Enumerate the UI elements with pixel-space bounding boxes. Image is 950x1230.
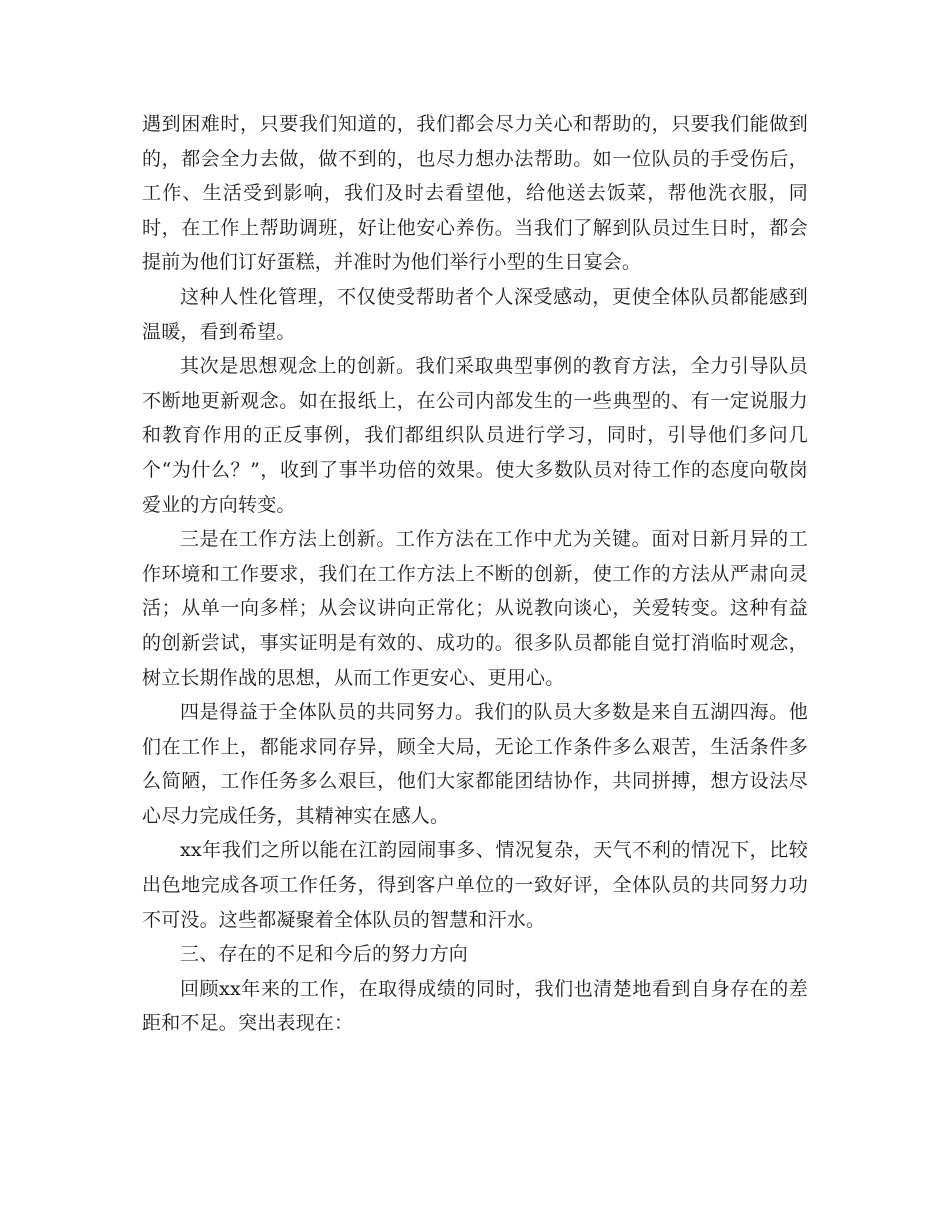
document-body	[142, 107, 808, 1041]
paragraph-care-for-members: 遇到困难时，只要我们知道的，我们都会尽力关心和帮助的，只要我们能做到的，都会全力去做，做不到的，也尽力想办法帮助。如一位队员的手受伤后，工作、生活受到影响，我们及时去看望他，给他送去饭菜，帮他洗衣服，同时，在工作上帮助调班，好让他安心养伤。当我们了解到队员过生日时，都会提前为他们订好蛋糕，并准时为他们举行小型的生日宴会。	[142, 113, 808, 274]
paragraph-team-effort: 四是得益于全体队员的共同努力。我们的队员大多数是来自五湖四海。他们在工作上，都能求同存异，顾全大局，无论工作条件多么艰苦，生活条件多么简陋，工作任务多么艰巨，他们大家都能团结协作，共同拼搏，想方设法尽心尽力完成任务，其精神实在感人。	[142, 701, 808, 827]
paragraph-year-summary: xx年我们之所以能在江韵园闹事多、情况复杂，天气不利的情况下，比较出色地完成各项工作任务，得到客户单位的一致好评，全体队员的共同努力功不可没。这些都凝聚着全体队员的智慧和汗水。	[142, 839, 808, 931]
paragraph-review: 回顾xx年来的工作，在取得成绩的同时，我们也清楚地看到自身存在的差距和不足。突出表现在：	[142, 977, 808, 1035]
paragraph-humane-management: 这种人性化管理，不仅使受帮助者个人深受感动，更使全体队员都能感到温暖，看到希望。	[142, 285, 808, 343]
paragraph-method-innovation: 三是在工作方法上创新。工作方法在工作中尤为关键。面对日新月异的工作环境和工作要求，我们在工作方法上不断的创新，使工作的方法从严肃向灵活；从单一向多样；从会议讲向正常化；从说教向谈心，关爱转变。这种有益的创新尝试，事实证明是有效的、成功的。很多队员都能自觉打消临时观念，树立长期作战的思想，从而工作更安心、更用心。	[142, 528, 808, 689]
paragraph-ideology-innovation: 其次是思想观念上的创新。我们采取典型事例的教育方法，全力引导队员不断地更新观念。如在报纸上，在公司内部发生的一些典型的、有一定说服力和教育作用的正反事例，我们都组织队员进行学习，同时，引导他们多问几个“为什么？”，收到了事半功倍的效果。使大多数队员对待工作的态度向敬岗爱业的方向转变。	[142, 355, 808, 516]
section-heading-shortcomings: 三、存在的不足和今后的努力方向	[180, 943, 469, 966]
